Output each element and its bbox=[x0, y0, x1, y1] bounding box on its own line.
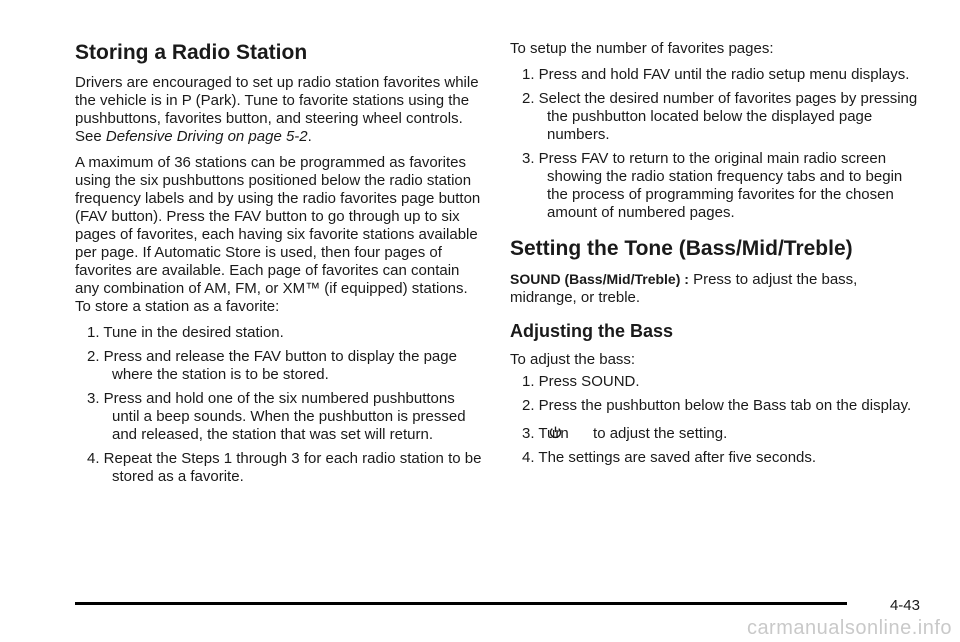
watermark: carmanualsonline.info bbox=[746, 617, 952, 639]
paragraph-favorites-intro bbox=[75, 74, 485, 146]
paragraph-favorites-details: A maximum of 36 stations can be programmed as favorites using the six pushbuttons positioned below the radio station frequency labels and by using the radio favorites page button (FAV button). Press the FAV button to go through up to six pages of favorites, each having six favorite stations available per page. If Automatic Store is used, then four pages of favorites are available. Each page of favorites can contain any combination of AM, FM, or XM™ (if equipped) stations. To store a station as a favorite: bbox=[75, 154, 481, 316]
sound-label: SOUND (Bass/Mid/Treble) : bbox=[510, 271, 689, 288]
paragraph-favorites-pages-intro: To setup the number of favorites pages: bbox=[510, 40, 774, 57]
list-item: 4. Repeat the Steps 1 through 3 for each radio station to be stored as a favorite. bbox=[87, 450, 482, 486]
list-item: 1. Press and hold FAV until the radio setup menu displays. bbox=[522, 66, 910, 83]
list-item: 3. Press and hold one of the six numbered pushbuttons until a beep sounds. When the pushbutton is pressed and released, the station that was set will return. bbox=[87, 390, 466, 444]
list-item: 3. Press FAV to return to the original main radio screen showing the radio station frequency tabs and to begin the process of programming favorites for the chosen amount of numbered pages. bbox=[522, 150, 903, 221]
favorites-pages-steps bbox=[510, 66, 920, 222]
step-text-end: to adjust the setting. bbox=[588, 424, 728, 442]
list-item: 4. The settings are saved after five seconds. bbox=[522, 448, 817, 466]
list-item: 2. Press and release the FAV button to display the page where the station is to be stored. bbox=[87, 348, 457, 384]
list-item bbox=[510, 425, 920, 443]
footer-rule bbox=[75, 602, 847, 605]
paragraph-text: Drivers are encouraged to set up radio station favorites while the vehicle is in P (Park). Tune to favorite stations using the pushbuttons, favorites button, and steering wheel controls. See bbox=[75, 74, 479, 146]
list-item: 1. Press SOUND. bbox=[522, 372, 640, 390]
section-title-storing-radio-station: Storing a Radio Station bbox=[75, 41, 308, 64]
subsection-title-adjusting-bass: Adjusting the Bass bbox=[510, 321, 674, 342]
store-station-steps bbox=[75, 324, 485, 486]
sound-description: Press to adjust the bass, midrange, or treble. bbox=[510, 271, 858, 307]
list-item: 2. Press the pushbutton below the Bass tab on the display. bbox=[522, 396, 912, 414]
tune-knob-icon bbox=[574, 426, 587, 439]
list-item: 2. Select the desired number of favorites pages by pressing the pushbutton located below the displayed page numbers. bbox=[522, 90, 918, 143]
step-text: 3. Turn bbox=[522, 424, 573, 442]
left-column bbox=[75, 40, 485, 494]
paragraph-bass-intro: To adjust the bass: bbox=[510, 350, 636, 368]
cross-reference-link[interactable]: Defensive Driving on page 5‑2 bbox=[105, 128, 308, 146]
page-number: 4-43 bbox=[889, 597, 920, 614]
section-title-setting-tone: Setting the Tone (Bass/Mid/Treble) bbox=[510, 237, 853, 260]
bass-steps bbox=[510, 373, 920, 467]
paragraph-sound-control bbox=[510, 270, 920, 307]
right-column bbox=[510, 40, 920, 475]
list-item: 1. Tune in the desired station. bbox=[87, 324, 284, 342]
paragraph-text-end: . bbox=[307, 128, 312, 146]
